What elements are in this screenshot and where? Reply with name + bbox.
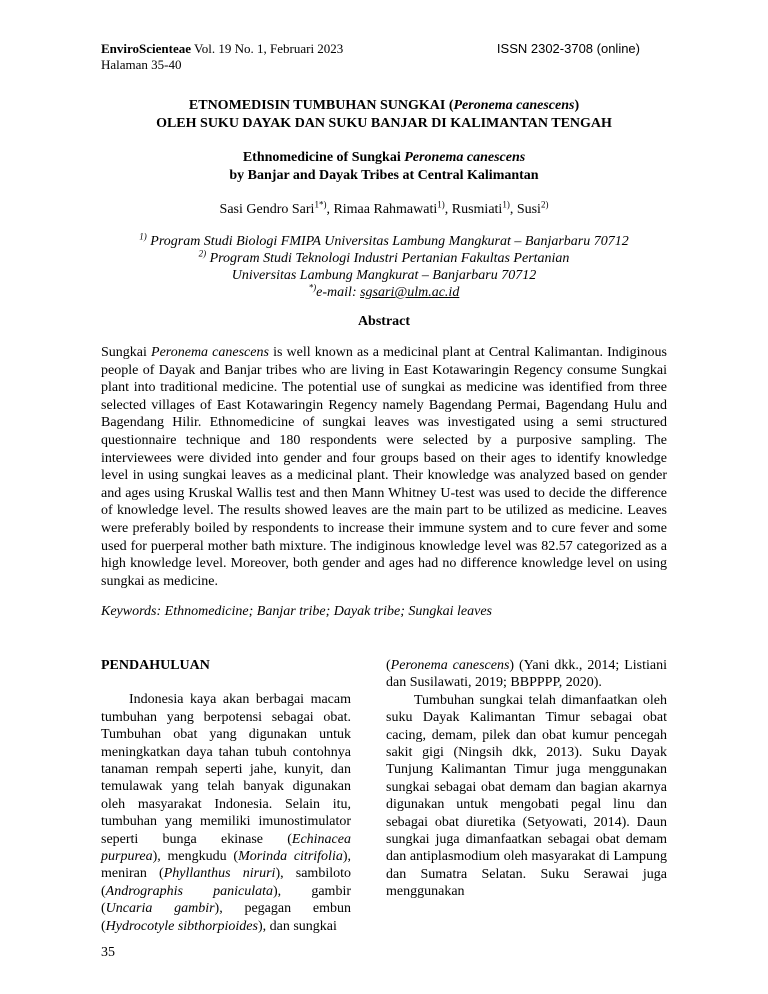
author-1: Sasi Gendro Sari [219,202,315,217]
affiliation-3: Universitas Lambung Mangkurat – Banjarbaru 70712 [231,268,537,283]
body-column-right [386,657,667,901]
subtitle-species: Peronema canescens [404,150,526,165]
p1-text-c: ), meniran ( [101,849,351,882]
abstract-species: Peronema canescens [151,345,269,360]
email-label: e-mail: [316,285,361,300]
journal-pages: Halaman 35-40 [101,57,182,72]
p1-text-b: ), mengkudu ( [152,849,239,865]
affiliation-2-mark: 2) [198,248,207,259]
species-1: Echinacea purpurea [101,831,351,865]
affiliation-1-mark: 1) [139,231,147,242]
r1-species: Peronema canescens [390,658,510,673]
page-number: 35 [101,945,115,960]
email-link[interactable]: sgsari@ulm.ac.id [360,285,460,300]
p1-text-f: ), pegagan embun ( [101,901,351,934]
journal-volume: Vol. 19 No. 1, Februari 2023 [194,41,344,56]
issn: ISSN 2302-3708 (online) [496,41,640,56]
author-4-mark: 2) [540,199,549,210]
p1-text-g: ), dan sungkai [257,918,337,934]
intro-paragraph-2: Tumbuhan sungkai telah dimanfaatkan oleh suku Dayak Kalimantan Timur sebagai obat cacing, demam, pilek dan obat kumur pencegah sakit gigi (Ningsih dkk, 2013). Suku Dayak Tunjung Kalimantan Timur juga menggunakan sungkai sebagai obat demam dan bagian akarnya digunakan untuk mengobati pegal linu dan sebagai obat diuretika (Setyowati, 2014). Daun sungkai juga dimanfaatkan sebagai obat demam dan antiplasmodium oleh masyarakat di Lampung dan Sumatra Selatan. Suku Serawai juga menggunakan [386,692,667,900]
affiliations [0,233,768,301]
title-species: Peronema canescens [453,98,575,113]
paper-title [0,97,768,133]
abstract-body: is well known as a medicinal plant at Central Kalimantan. Indiginous people of Dayak and Banjar tribes who are living in East Kotawaringin Regency consume Sungkai plant into traditional medicine. The potential use of sungkai as medicine was identified from three selected villages of East Kotawaringin Regency namely Bagendang Permai, Bagendang Hulu and Bagendang Hilir. Ethnomedicine of sungkai leaves was investigated using a semi structured questionnaire technique and 180 respondents were selected by a purposive sampling. The interviewees were divided into gender and four groups based on their ages to identify knowledge level in using sungkai leaves as a medicinal plant. Their knowledge was analyzed based on gender and ages using Kruskal Wallis test and then Mann Whitney U-test was used to decide the difference of knowledge level. The results showed leaves are the main part to be utilized as medicine. Leaves were preferably boiled by respondents to increase their immune system and to cure fever and some used for puerperal mother bath mixture. The indiginous knowledge level was 82.57 categorized as a high knowledge level. Moreover, both gender and ages had no difference knowledge level on using sungkai as medicine. [101,345,667,589]
title-text-end: ) [574,98,580,113]
author-3-mark: 1) [502,199,510,210]
subtitle-text: Ethnomedicine of Sungkai [242,150,405,165]
author-2: , Rimaa Rahmawati [326,202,438,217]
p1-text-e: ), gambir ( [101,883,351,917]
authors [0,201,768,219]
abstract-text [101,344,667,590]
p1-text-a: Indonesia kaya akan berbagai macam tumbuhan yang berpotensi sebagai obat. Tumbuhan obat yang digunakan untuk meningkatkan daya tahan tubuh contohnya tanaman rempah seperti jahe, kunyit, dan temulawak yang telah banyak digunakan oleh masyarakat Indonesia. Selain itu, tumbuhan yang memiliki imunostimulator seperti bunga ekinase ( [101,692,351,847]
title-line-2: OLEH SUKU DAYAK DAN SUKU BANJAR DI KALIMANTAN TENGAH [156,116,612,131]
r1-pre: ( [386,658,391,673]
abstract-start: Sungkai [101,345,152,360]
title-text: ETNOMEDISIN TUMBUHAN SUNGKAI ( [188,98,454,113]
species-6: Hydrocotyle sibthorpioides [105,918,258,934]
r1-post: ) (Yani dkk., 2014; Listiani dan Susilawati, 2019; BBPPPP, 2020). [386,658,667,691]
subtitle-line-2: by Banjar and Dayak Tribes at Central Kalimantan [229,168,539,183]
species-2: Morinda citrifolia [238,849,343,865]
author-4: , Susi [509,202,541,217]
email-mark: *) [308,282,317,293]
intro-paragraph-1-cont [386,657,667,692]
paper-subtitle [0,149,768,185]
author-2-mark: 1) [437,199,445,210]
species-4: Andrographis paniculata [105,883,273,899]
affiliation-2: Program Studi Teknologi Industri Pertanian Fakultas Pertanian [206,251,570,266]
body-column-left [101,657,351,935]
author-1-mark: 1*) [314,199,327,210]
affiliation-1: Program Studi Biologi FMIPA Universitas Lambung Mangkurat – Banjarbaru 70712 [146,234,629,249]
species-5: Uncaria gambir [105,901,215,917]
author-3: , Rusmiati [444,202,503,217]
journal-name: EnviroScienteae [101,41,192,56]
section-heading: PENDAHULUAN [101,658,210,673]
p1-text-d: ), sambiloto ( [101,866,351,899]
species-3: Phyllanthus niruri [163,866,276,882]
intro-paragraph-1 [101,691,351,935]
running-header-left [101,41,343,73]
keywords: Keywords: Ethnomedicine; Banjar tribe; Dayak tribe; Sungkai leaves [101,604,492,619]
abstract-heading: Abstract [357,314,411,329]
